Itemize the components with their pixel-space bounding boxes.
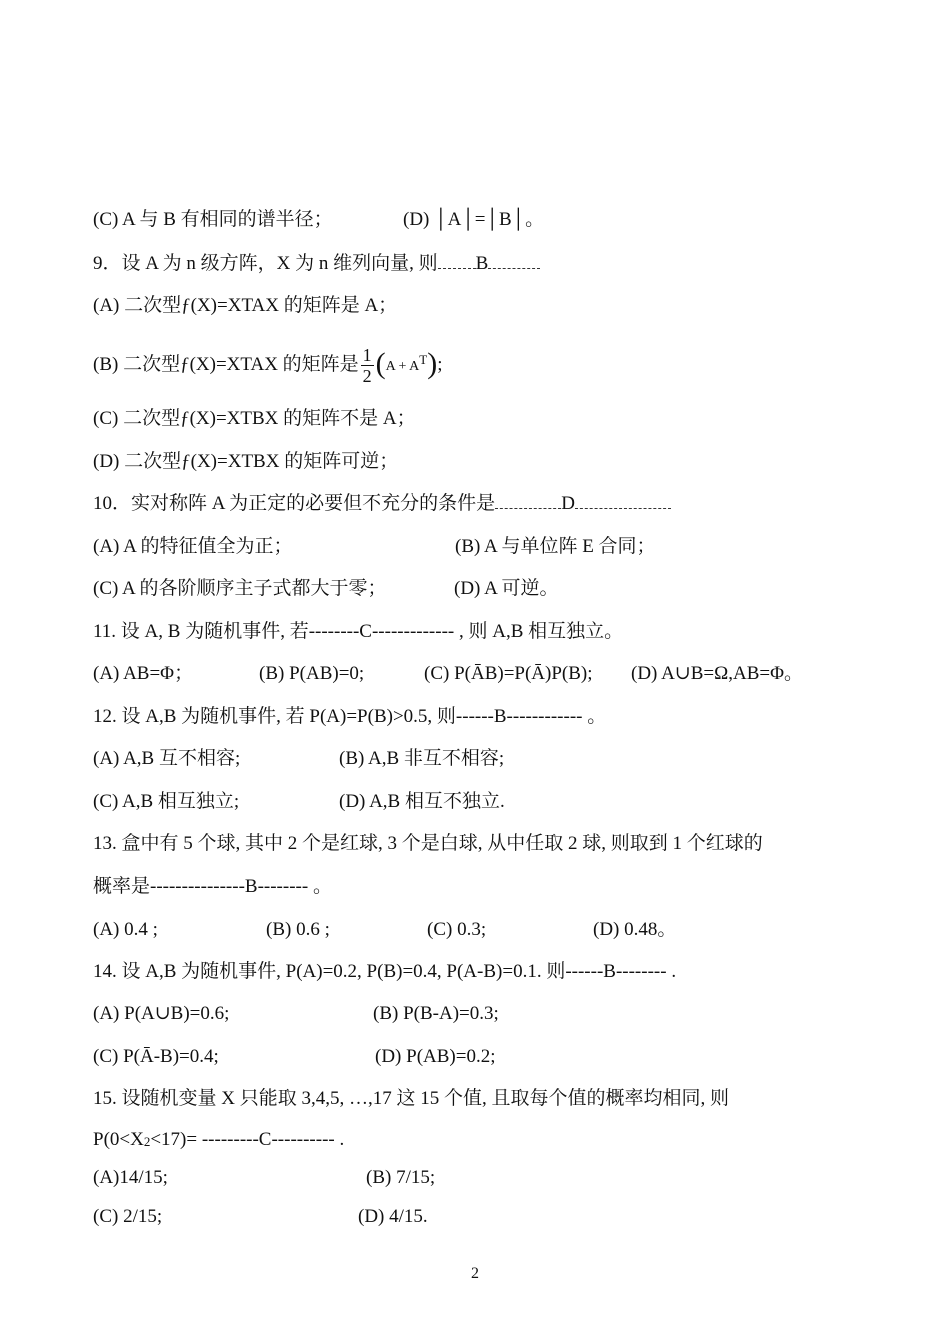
fraction (361, 345, 374, 386)
q11-option-a: (A) AB=Φ； (93, 663, 194, 684)
q9-answer: B (475, 253, 489, 274)
q15-option-b: (B) 7/15; (366, 1167, 436, 1188)
q15-option-d: (D) 4/15. (358, 1206, 428, 1227)
q15-stem-line2 (93, 1128, 344, 1154)
q10-stem (93, 492, 671, 516)
q9-stem-text: 9．设 A 为 n 级方阵，X 为 n 维列向量, 则 (93, 253, 438, 274)
q9-option-c: (C) 二次型ƒ(X)=XTBX 的矩阵不是 A； (93, 408, 416, 429)
q15-option-a: (A)14/15; (93, 1167, 168, 1188)
left-paren: ( (375, 347, 386, 380)
q14-option-d: (D) P(AB)=0.2; (375, 1046, 496, 1067)
q13-option-a: (A) 0.4 ; (93, 919, 158, 940)
q10-stem-text: 10．实对称阵 A 为正定的必要但不充分的条件是 (93, 493, 496, 514)
q11-option-d: (D) A∪B=Ω,AB=Φ。 (631, 663, 803, 684)
q10-option-d: (D) A 可逆。 (454, 578, 559, 599)
q12-option-d: (D) A,B 相互不独立. (339, 791, 505, 812)
q8-option-d-expr: │A│=│B│。 (434, 209, 545, 230)
q12-stem: 12. 设 A,B 为随机事件, 若 P(A)=P(B)>0.5, 则------B------------ 。 (93, 706, 607, 727)
answer-blank (495, 492, 561, 509)
q10-answer: D (561, 493, 575, 514)
answer-blank (575, 492, 671, 509)
page-number: 2 (471, 1265, 479, 1282)
q11-stem: 11. 设 A, B 为随机事件, 若--------C------------- , 则 A,B 相互独立。 (93, 621, 624, 642)
q8-option-d (403, 208, 544, 232)
q15-option-c: (C) 2/15; (93, 1206, 163, 1227)
q15-stem-a: P(0<X (93, 1129, 144, 1150)
q14-option-c: (C) P(Ā-B)=0.4; (93, 1046, 219, 1067)
q11-option-c: (C) P(ĀB)=P(Ā)P(B); (424, 663, 593, 684)
q12-option-b: (B) A,B 非互不相容; (339, 748, 505, 769)
q13-option-c: (C) 0.3; (427, 919, 487, 940)
q15-stem-line1: 15. 设随机变量 X 只能取 3,4,5, …,17 这 15 个值, 且取每个值的概率均相同, 则 (93, 1088, 729, 1109)
q13-stem-line2: 概率是---------------B-------- 。 (93, 876, 332, 897)
squared-exponent: 2 (143, 1134, 151, 1149)
transpose-superscript: T (419, 352, 428, 367)
q14-option-a: (A) P(A∪B)=0.6; (93, 1003, 230, 1024)
q13-option-d: (D) 0.48。 (593, 919, 677, 940)
q8-option-d-label: (D) (403, 209, 435, 230)
fraction-denominator: 2 (362, 366, 372, 387)
q12-option-c: (C) A,B 相互独立; (93, 791, 240, 812)
q14-option-b: (B) P(B-A)=0.3; (373, 1003, 499, 1024)
q8-option-c: (C) A 与 B 有相同的谱半径； (93, 209, 333, 230)
q9-option-d: (D) 二次型ƒ(X)=XTBX 的矩阵可逆； (93, 451, 399, 472)
q10-option-b: (B) A 与单位阵 E 合同； (455, 536, 656, 557)
q15-stem-b: <17)= ---------C---------- . (150, 1129, 345, 1150)
fraction-numerator: 1 (362, 345, 372, 366)
q13-stem-line1: 13. 盒中有 5 个球, 其中 2 个是红球, 3 个是白球, 从中任取 2 球, 则取到 1 个红球的 (93, 833, 763, 854)
q9-stem (93, 252, 540, 276)
q9-option-b (93, 338, 442, 389)
right-paren: ) (427, 347, 438, 380)
answer-blank (488, 252, 540, 269)
answer-blank (438, 252, 476, 269)
q10-option-a: (A) A 的特征值全为正； (93, 536, 293, 557)
q9-option-b-text: (B) 二次型ƒ(X)=XTAX 的矩阵是 (93, 354, 359, 375)
q12-option-a: (A) A,B 互不相容; (93, 748, 241, 769)
q14-stem: 14. 设 A,B 为随机事件, P(A)=0.2, P(B)=0.4, P(A-B)=0.1. 则------B-------- . (93, 961, 677, 982)
q13-option-b: (B) 0.6 ; (266, 919, 330, 940)
q9-option-b-end: ; (437, 354, 443, 375)
q10-option-c: (C) A 的各阶顺序主子式都大于零； (93, 578, 387, 599)
q9-option-a: (A) 二次型ƒ(X)=XTAX 的矩阵是 A； (93, 295, 398, 316)
q9-option-b-inner: A + A (385, 359, 420, 374)
q11-option-b: (B) P(AB)=0; (259, 663, 365, 684)
